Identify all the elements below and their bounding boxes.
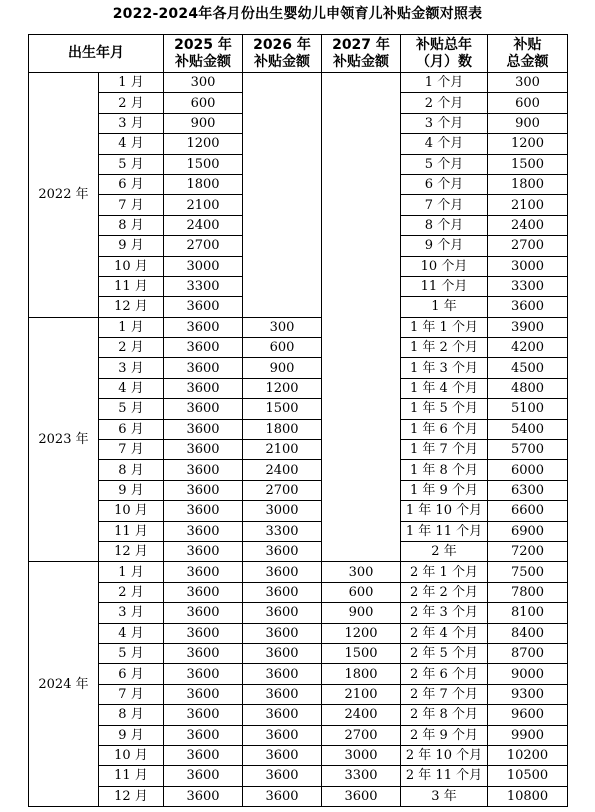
month-cell: 11 月 — [99, 766, 164, 786]
table-row — [29, 664, 568, 684]
amount-2027-cell: 1800 — [322, 664, 401, 684]
amount-2026-cell: 300 — [243, 317, 322, 337]
total-amount-cell: 1800 — [488, 174, 568, 194]
amount-2025-cell: 3600 — [164, 521, 243, 541]
total-years-cell: 2 年 2 个月 — [401, 582, 488, 602]
header-2025-label: 补贴金额 — [175, 53, 231, 70]
amount-2025-cell: 2700 — [164, 236, 243, 256]
table-row — [29, 378, 568, 398]
amount-2027-cell: 2400 — [322, 705, 401, 725]
total-amount-cell: 1200 — [488, 134, 568, 154]
month-cell: 1 月 — [99, 73, 164, 93]
table-row — [29, 541, 568, 561]
amount-2026-cell: 3600 — [243, 745, 322, 765]
amount-2026-empty-cell — [243, 73, 322, 318]
total-years-cell: 1 年 9 个月 — [401, 480, 488, 500]
total-years-cell: 11 个月 — [401, 276, 488, 296]
header-2027 — [322, 35, 401, 73]
amount-2025-cell: 3600 — [164, 338, 243, 358]
amount-2026-cell: 2700 — [243, 480, 322, 500]
header-2026 — [243, 35, 322, 73]
total-amount-cell: 9300 — [488, 684, 568, 704]
total-years-cell: 9 个月 — [401, 236, 488, 256]
header-birth: 出生年月 — [29, 35, 164, 73]
month-cell: 6 月 — [99, 174, 164, 194]
month-cell: 9 月 — [99, 480, 164, 500]
amount-2025-cell: 3600 — [164, 358, 243, 378]
month-cell: 9 月 — [99, 236, 164, 256]
total-years-cell: 1 年 — [401, 297, 488, 317]
month-cell: 4 月 — [99, 134, 164, 154]
total-years-cell: 8 个月 — [401, 215, 488, 235]
month-cell: 10 月 — [99, 501, 164, 521]
month-cell: 2 月 — [99, 582, 164, 602]
table-row — [29, 440, 568, 460]
total-amount-cell: 8400 — [488, 623, 568, 643]
amount-2026-cell: 3600 — [243, 582, 322, 602]
header-2025 — [164, 35, 243, 73]
total-amount-cell: 6900 — [488, 521, 568, 541]
total-years-cell: 3 年 — [401, 786, 488, 806]
amount-2025-cell: 3600 — [164, 766, 243, 786]
total-amount-cell: 10200 — [488, 745, 568, 765]
total-years-cell: 1 年 8 个月 — [401, 460, 488, 480]
month-cell: 5 月 — [99, 643, 164, 663]
total-amount-cell: 9900 — [488, 725, 568, 745]
amount-2027-cell: 2100 — [322, 684, 401, 704]
amount-2025-cell: 300 — [164, 73, 243, 93]
amount-2025-cell: 3600 — [164, 603, 243, 623]
month-cell: 3 月 — [99, 603, 164, 623]
amount-2025-cell: 1200 — [164, 134, 243, 154]
month-cell: 6 月 — [99, 664, 164, 684]
year-cell: 2022 年 — [29, 73, 99, 318]
total-amount-cell: 10500 — [488, 766, 568, 786]
total-amount-cell: 8700 — [488, 643, 568, 663]
table-row — [29, 725, 568, 745]
table-row — [29, 582, 568, 602]
total-amount-cell: 300 — [488, 73, 568, 93]
amount-2025-cell: 3600 — [164, 501, 243, 521]
total-amount-cell: 9000 — [488, 664, 568, 684]
header-2025-year: 2025 年 — [174, 36, 232, 53]
header-total-years — [401, 35, 488, 73]
total-years-cell: 1 年 3 个月 — [401, 358, 488, 378]
total-years-cell: 2 年 7 个月 — [401, 684, 488, 704]
amount-2026-cell: 1800 — [243, 419, 322, 439]
amount-2026-cell: 3600 — [243, 684, 322, 704]
table-row — [29, 73, 568, 93]
total-amount-cell: 6300 — [488, 480, 568, 500]
table-row — [29, 786, 568, 806]
month-cell: 7 月 — [99, 440, 164, 460]
total-years-cell: 6 个月 — [401, 174, 488, 194]
amount-2027-cell: 600 — [322, 582, 401, 602]
month-cell: 10 月 — [99, 745, 164, 765]
month-cell: 11 月 — [99, 276, 164, 296]
month-cell: 1 月 — [99, 317, 164, 337]
month-cell: 8 月 — [99, 215, 164, 235]
amount-2025-cell: 3600 — [164, 541, 243, 561]
month-cell: 7 月 — [99, 195, 164, 215]
total-amount-cell: 6600 — [488, 501, 568, 521]
amount-2026-cell: 3600 — [243, 725, 322, 745]
table-row — [29, 338, 568, 358]
total-years-cell: 2 年 1 个月 — [401, 562, 488, 582]
amount-2025-cell: 3600 — [164, 460, 243, 480]
total-years-cell: 1 年 1 个月 — [401, 317, 488, 337]
amount-2025-cell: 600 — [164, 93, 243, 113]
table-row — [29, 603, 568, 623]
total-amount-cell: 7200 — [488, 541, 568, 561]
total-years-cell: 5 个月 — [401, 154, 488, 174]
amount-2025-cell: 3600 — [164, 440, 243, 460]
table-row — [29, 399, 568, 419]
amount-2026-cell: 3600 — [243, 603, 322, 623]
amount-2025-cell: 1500 — [164, 154, 243, 174]
amount-2025-cell: 3600 — [164, 419, 243, 439]
total-years-cell: 1 年 2 个月 — [401, 338, 488, 358]
total-amount-cell: 600 — [488, 93, 568, 113]
amount-2026-cell: 3600 — [243, 664, 322, 684]
table-row — [29, 480, 568, 500]
amount-2027-cell: 3300 — [322, 766, 401, 786]
month-cell: 10 月 — [99, 256, 164, 276]
amount-2026-cell: 1500 — [243, 399, 322, 419]
month-cell: 7 月 — [99, 684, 164, 704]
total-years-cell: 1 年 11 个月 — [401, 521, 488, 541]
amount-2026-cell: 2100 — [243, 440, 322, 460]
total-years-cell: 10 个月 — [401, 256, 488, 276]
total-years-cell: 2 年 4 个月 — [401, 623, 488, 643]
amount-2025-cell: 3600 — [164, 664, 243, 684]
header-total-years-line2: （月）数 — [416, 53, 472, 70]
total-amount-cell: 1500 — [488, 154, 568, 174]
table-row — [29, 745, 568, 765]
header-2026-year: 2026 年 — [253, 36, 311, 53]
amount-2025-cell: 3300 — [164, 276, 243, 296]
amount-2026-cell: 2400 — [243, 460, 322, 480]
total-amount-cell: 2700 — [488, 236, 568, 256]
header-total-amount-line2: 总金额 — [506, 53, 549, 70]
table-row — [29, 317, 568, 337]
total-amount-cell: 3000 — [488, 256, 568, 276]
amount-2026-cell: 3600 — [243, 786, 322, 806]
table-row — [29, 562, 568, 582]
total-years-cell: 4 个月 — [401, 134, 488, 154]
total-amount-cell: 7500 — [488, 562, 568, 582]
year-cell: 2023 年 — [29, 317, 99, 562]
month-cell: 4 月 — [99, 378, 164, 398]
header-total-years-line1: 补贴总年 — [416, 36, 472, 53]
total-amount-cell: 2100 — [488, 195, 568, 215]
total-years-cell: 3 个月 — [401, 113, 488, 133]
amount-2025-cell: 3600 — [164, 562, 243, 582]
month-cell: 11 月 — [99, 521, 164, 541]
table-row — [29, 358, 568, 378]
total-years-cell: 1 个月 — [401, 73, 488, 93]
amount-2027-empty-cell — [322, 73, 401, 562]
amount-2025-cell: 3600 — [164, 378, 243, 398]
total-amount-cell: 2400 — [488, 215, 568, 235]
total-amount-cell: 5400 — [488, 419, 568, 439]
month-cell: 12 月 — [99, 786, 164, 806]
amount-2025-cell: 3600 — [164, 623, 243, 643]
table-row — [29, 623, 568, 643]
month-cell: 9 月 — [99, 725, 164, 745]
month-cell: 3 月 — [99, 358, 164, 378]
total-years-cell: 1 年 4 个月 — [401, 378, 488, 398]
total-years-cell: 1 年 6 个月 — [401, 419, 488, 439]
total-amount-cell: 3600 — [488, 297, 568, 317]
month-cell: 2 月 — [99, 93, 164, 113]
amount-2026-cell: 3600 — [243, 562, 322, 582]
month-cell: 12 月 — [99, 541, 164, 561]
table-row — [29, 684, 568, 704]
table-row — [29, 460, 568, 480]
amount-2027-cell: 3000 — [322, 745, 401, 765]
amount-2026-cell: 900 — [243, 358, 322, 378]
subsidy-table — [28, 34, 568, 807]
amount-2027-cell: 900 — [322, 603, 401, 623]
total-years-cell: 2 年 3 个月 — [401, 603, 488, 623]
month-cell: 2 月 — [99, 338, 164, 358]
table-row — [29, 521, 568, 541]
total-amount-cell: 900 — [488, 113, 568, 133]
amount-2026-cell: 3600 — [243, 705, 322, 725]
total-amount-cell: 6000 — [488, 460, 568, 480]
month-cell: 5 月 — [99, 154, 164, 174]
amount-2025-cell: 900 — [164, 113, 243, 133]
total-years-cell: 2 年 — [401, 541, 488, 561]
total-amount-cell: 7800 — [488, 582, 568, 602]
month-cell: 8 月 — [99, 460, 164, 480]
table-row — [29, 705, 568, 725]
total-amount-cell: 4200 — [488, 338, 568, 358]
total-years-cell: 7 个月 — [401, 195, 488, 215]
page-title: 2022-2024年各月份出生婴幼儿申领育儿补贴金额对照表 — [112, 6, 483, 22]
total-years-cell: 2 年 5 个月 — [401, 643, 488, 663]
total-years-cell: 2 年 9 个月 — [401, 725, 488, 745]
month-cell: 3 月 — [99, 113, 164, 133]
amount-2027-cell: 1500 — [322, 643, 401, 663]
amount-2025-cell: 3600 — [164, 786, 243, 806]
month-cell: 4 月 — [99, 623, 164, 643]
table-row — [29, 501, 568, 521]
amount-2025-cell: 3600 — [164, 643, 243, 663]
amount-2025-cell: 3600 — [164, 582, 243, 602]
table-body — [29, 73, 568, 807]
total-years-cell: 2 个月 — [401, 93, 488, 113]
header-2026-label: 补贴金额 — [254, 53, 310, 70]
total-years-cell: 2 年 8 个月 — [401, 705, 488, 725]
total-amount-cell: 5700 — [488, 440, 568, 460]
amount-2025-cell: 3600 — [164, 399, 243, 419]
month-cell: 1 月 — [99, 562, 164, 582]
amount-2026-cell: 3600 — [243, 541, 322, 561]
total-years-cell: 1 年 5 个月 — [401, 399, 488, 419]
amount-2025-cell: 3600 — [164, 297, 243, 317]
amount-2026-cell: 3600 — [243, 623, 322, 643]
amount-2025-cell: 3600 — [164, 684, 243, 704]
amount-2026-cell: 3000 — [243, 501, 322, 521]
total-amount-cell: 8100 — [488, 603, 568, 623]
amount-2026-cell: 600 — [243, 338, 322, 358]
total-years-cell: 2 年 10 个月 — [401, 745, 488, 765]
table-row — [29, 643, 568, 663]
table-row — [29, 766, 568, 786]
amount-2026-cell: 3600 — [243, 766, 322, 786]
amount-2025-cell: 3000 — [164, 256, 243, 276]
total-years-cell: 1 年 10 个月 — [401, 501, 488, 521]
amount-2027-cell: 3600 — [322, 786, 401, 806]
header-row — [29, 35, 568, 73]
amount-2027-cell: 2700 — [322, 725, 401, 745]
total-amount-cell: 4500 — [488, 358, 568, 378]
year-cell: 2024 年 — [29, 562, 99, 807]
header-2027-year: 2027 年 — [332, 36, 390, 53]
header-total-amount-line1: 补贴 — [513, 36, 542, 53]
total-amount-cell: 4800 — [488, 378, 568, 398]
amount-2025-cell: 3600 — [164, 725, 243, 745]
amount-2025-cell: 2100 — [164, 195, 243, 215]
total-years-cell: 2 年 11 个月 — [401, 766, 488, 786]
amount-2026-cell: 3300 — [243, 521, 322, 541]
total-years-cell: 1 年 7 个月 — [401, 440, 488, 460]
total-amount-cell: 3900 — [488, 317, 568, 337]
total-amount-cell: 5100 — [488, 399, 568, 419]
header-2027-label: 补贴金额 — [333, 53, 389, 70]
amount-2025-cell: 2400 — [164, 215, 243, 235]
total-years-cell: 2 年 6 个月 — [401, 664, 488, 684]
month-cell: 12 月 — [99, 297, 164, 317]
amount-2025-cell: 3600 — [164, 745, 243, 765]
amount-2027-cell: 300 — [322, 562, 401, 582]
amount-2025-cell: 3600 — [164, 317, 243, 337]
month-cell: 6 月 — [99, 419, 164, 439]
total-amount-cell: 9600 — [488, 705, 568, 725]
table-row — [29, 419, 568, 439]
amount-2025-cell: 3600 — [164, 480, 243, 500]
month-cell: 5 月 — [99, 399, 164, 419]
header-total-amount — [488, 35, 568, 73]
total-amount-cell: 10800 — [488, 786, 568, 806]
amount-2027-cell: 1200 — [322, 623, 401, 643]
amount-2025-cell: 1800 — [164, 174, 243, 194]
amount-2025-cell: 3600 — [164, 705, 243, 725]
amount-2026-cell: 1200 — [243, 378, 322, 398]
month-cell: 8 月 — [99, 705, 164, 725]
total-amount-cell: 3300 — [488, 276, 568, 296]
amount-2026-cell: 3600 — [243, 643, 322, 663]
